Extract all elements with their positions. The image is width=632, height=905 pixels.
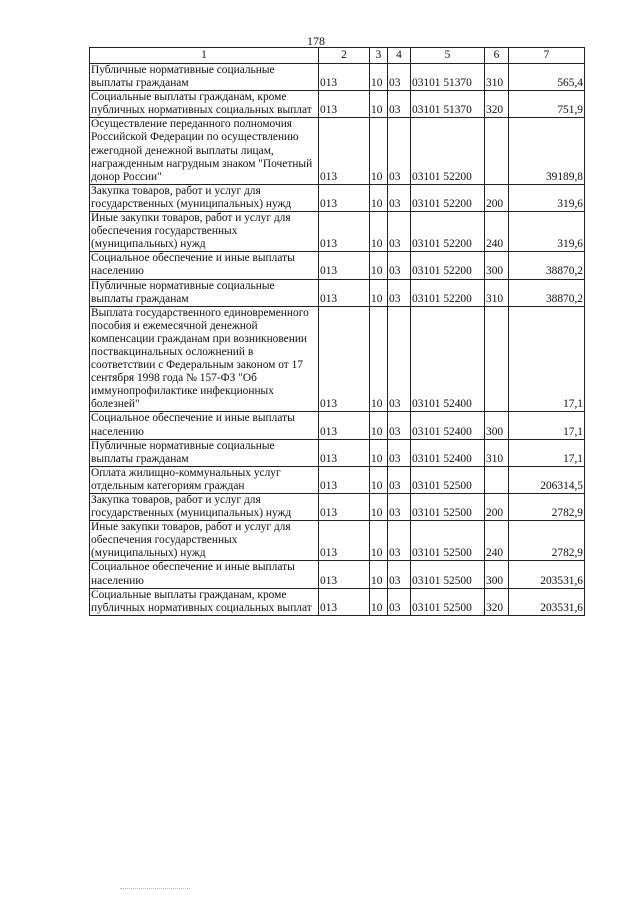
expense-name: Публичные нормативные социальные выплаты гражданам xyxy=(90,439,319,466)
ministry-code: 013 xyxy=(319,118,370,184)
subsection-code: 03 xyxy=(388,439,411,466)
subsection-code: 03 xyxy=(388,64,411,91)
target-item-code: 03101 52400 xyxy=(411,439,485,466)
section-code: 10 xyxy=(370,561,388,588)
expense-name: Социальное обеспечение и иные выплаты населению xyxy=(90,252,319,279)
target-item-code: 03101 52200 xyxy=(411,118,485,184)
table-row xyxy=(90,64,585,91)
ministry-code: 013 xyxy=(319,306,370,412)
expense-type-code: 300 xyxy=(485,252,509,279)
amount: 38870,2 xyxy=(509,252,585,279)
table-row xyxy=(90,184,585,211)
subsection-code: 03 xyxy=(388,279,411,306)
section-code: 10 xyxy=(370,118,388,184)
table-row xyxy=(90,306,585,412)
target-item-code: 03101 52200 xyxy=(411,279,485,306)
target-item-code: 03101 52400 xyxy=(411,306,485,412)
ministry-code: 013 xyxy=(319,561,370,588)
section-code: 10 xyxy=(370,521,388,561)
expense-type-code: 200 xyxy=(485,494,509,521)
expense-name: Оплата жилищно-коммунальных услуг отдельным категориям граждан xyxy=(90,466,319,493)
ministry-code: 013 xyxy=(319,494,370,521)
table-row xyxy=(90,521,585,561)
target-item-code: 03101 52500 xyxy=(411,561,485,588)
table-row xyxy=(90,412,585,439)
subsection-code: 03 xyxy=(388,212,411,252)
expense-name: Закупка товаров, работ и услуг для государственных (муниципальных) нужд xyxy=(90,184,319,211)
expense-name: Публичные нормативные социальные выплаты гражданам xyxy=(90,279,319,306)
amount: 2782,9 xyxy=(509,494,585,521)
expense-type-code xyxy=(485,118,509,184)
section-code: 10 xyxy=(370,588,388,615)
ministry-code: 013 xyxy=(319,91,370,118)
target-item-code: 03101 52400 xyxy=(411,412,485,439)
page-number: 178 xyxy=(307,34,325,48)
column-header: 3 xyxy=(370,48,388,64)
expense-type-code xyxy=(485,306,509,412)
table-row xyxy=(90,588,585,615)
target-item-code: 03101 52500 xyxy=(411,521,485,561)
table-row xyxy=(90,212,585,252)
section-code: 10 xyxy=(370,279,388,306)
expense-name: Социальные выплаты гражданам, кроме публичных нормативных социальных выплат xyxy=(90,91,319,118)
expense-name: Социальное обеспечение и иные выплаты населению xyxy=(90,561,319,588)
section-code: 10 xyxy=(370,91,388,118)
section-code: 10 xyxy=(370,439,388,466)
amount: 751,9 xyxy=(509,91,585,118)
expense-name: Закупка товаров, работ и услуг для государственных (муниципальных) нужд xyxy=(90,494,319,521)
subsection-code: 03 xyxy=(388,494,411,521)
expense-name: Иные закупки товаров, работ и услуг для обеспечения государственных (муниципальных) нужд xyxy=(90,212,319,252)
amount: 17,1 xyxy=(509,306,585,412)
scan-mark xyxy=(120,888,190,889)
column-header: 6 xyxy=(485,48,509,64)
expense-name: Осуществление переданного полномочия Российской Федерации по осуществлению ежегодной денежной выплаты лицам, награжденным нагрудным знаком "Почетный донор России" xyxy=(90,118,319,184)
amount: 203531,6 xyxy=(509,561,585,588)
amount: 203531,6 xyxy=(509,588,585,615)
amount: 319,6 xyxy=(509,212,585,252)
section-code: 10 xyxy=(370,412,388,439)
expense-type-code: 300 xyxy=(485,561,509,588)
expense-type-code: 240 xyxy=(485,521,509,561)
column-header: 1 xyxy=(90,48,319,64)
expense-name: Социальное обеспечение и иные выплаты населению xyxy=(90,412,319,439)
subsection-code: 03 xyxy=(388,412,411,439)
subsection-code: 03 xyxy=(388,184,411,211)
column-header: 2 xyxy=(319,48,370,64)
section-code: 10 xyxy=(370,306,388,412)
expense-type-code: 310 xyxy=(485,279,509,306)
target-item-code: 03101 52500 xyxy=(411,466,485,493)
amount: 17,1 xyxy=(509,412,585,439)
table-row xyxy=(90,91,585,118)
subsection-code: 03 xyxy=(388,91,411,118)
target-item-code: 03101 52200 xyxy=(411,212,485,252)
section-code: 10 xyxy=(370,252,388,279)
amount: 565,4 xyxy=(509,64,585,91)
section-code: 10 xyxy=(370,212,388,252)
subsection-code: 03 xyxy=(388,521,411,561)
ministry-code: 013 xyxy=(319,466,370,493)
section-code: 10 xyxy=(370,466,388,493)
ministry-code: 013 xyxy=(319,279,370,306)
target-item-code: 03101 52200 xyxy=(411,252,485,279)
expense-type-code: 320 xyxy=(485,91,509,118)
table-row xyxy=(90,252,585,279)
subsection-code: 03 xyxy=(388,252,411,279)
column-header: 7 xyxy=(509,48,585,64)
expense-type-code: 310 xyxy=(485,64,509,91)
amount: 17,1 xyxy=(509,439,585,466)
table-row xyxy=(90,561,585,588)
table-row xyxy=(90,279,585,306)
ministry-code: 013 xyxy=(319,521,370,561)
column-header: 5 xyxy=(411,48,485,64)
expense-name: Публичные нормативные социальные выплаты гражданам xyxy=(90,64,319,91)
table-row xyxy=(90,466,585,493)
expense-type-code: 240 xyxy=(485,212,509,252)
ministry-code: 013 xyxy=(319,184,370,211)
amount: 2782,9 xyxy=(509,521,585,561)
expense-type-code xyxy=(485,466,509,493)
subsection-code: 03 xyxy=(388,466,411,493)
target-item-code: 03101 52200 xyxy=(411,184,485,211)
section-code: 10 xyxy=(370,494,388,521)
ministry-code: 013 xyxy=(319,212,370,252)
target-item-code: 03101 51370 xyxy=(411,91,485,118)
ministry-code: 013 xyxy=(319,412,370,439)
column-header: 4 xyxy=(388,48,411,64)
budget-table xyxy=(89,47,585,616)
ministry-code: 013 xyxy=(319,64,370,91)
target-item-code: 03101 51370 xyxy=(411,64,485,91)
header-row xyxy=(90,48,585,64)
ministry-code: 013 xyxy=(319,252,370,279)
subsection-code: 03 xyxy=(388,588,411,615)
section-code: 10 xyxy=(370,64,388,91)
table-row xyxy=(90,118,585,184)
expense-type-code: 300 xyxy=(485,412,509,439)
expense-name: Социальные выплаты гражданам, кроме публичных нормативных социальных выплат xyxy=(90,588,319,615)
expense-type-code: 200 xyxy=(485,184,509,211)
subsection-code: 03 xyxy=(388,561,411,588)
ministry-code: 013 xyxy=(319,588,370,615)
table-row xyxy=(90,494,585,521)
subsection-code: 03 xyxy=(388,306,411,412)
target-item-code: 03101 52500 xyxy=(411,588,485,615)
target-item-code: 03101 52500 xyxy=(411,494,485,521)
expense-type-code: 310 xyxy=(485,439,509,466)
expense-name: Иные закупки товаров, работ и услуг для обеспечения государственных (муниципальных) нужд xyxy=(90,521,319,561)
expense-name: Выплата государственного единовременного пособия и ежемесячной денежной компенсации гражданам при возникновении поствакцинальных осложнений в соответствии с Федеральным законом от 17 сентября 1998 года № 157-ФЗ "Об иммунопрофилактике инфекционных болезней" xyxy=(90,306,319,412)
amount: 38870,2 xyxy=(509,279,585,306)
amount: 206314,5 xyxy=(509,466,585,493)
ministry-code: 013 xyxy=(319,439,370,466)
section-code: 10 xyxy=(370,184,388,211)
table-row xyxy=(90,439,585,466)
subsection-code: 03 xyxy=(388,118,411,184)
expense-type-code: 320 xyxy=(485,588,509,615)
amount: 319,6 xyxy=(509,184,585,211)
amount: 39189,8 xyxy=(509,118,585,184)
